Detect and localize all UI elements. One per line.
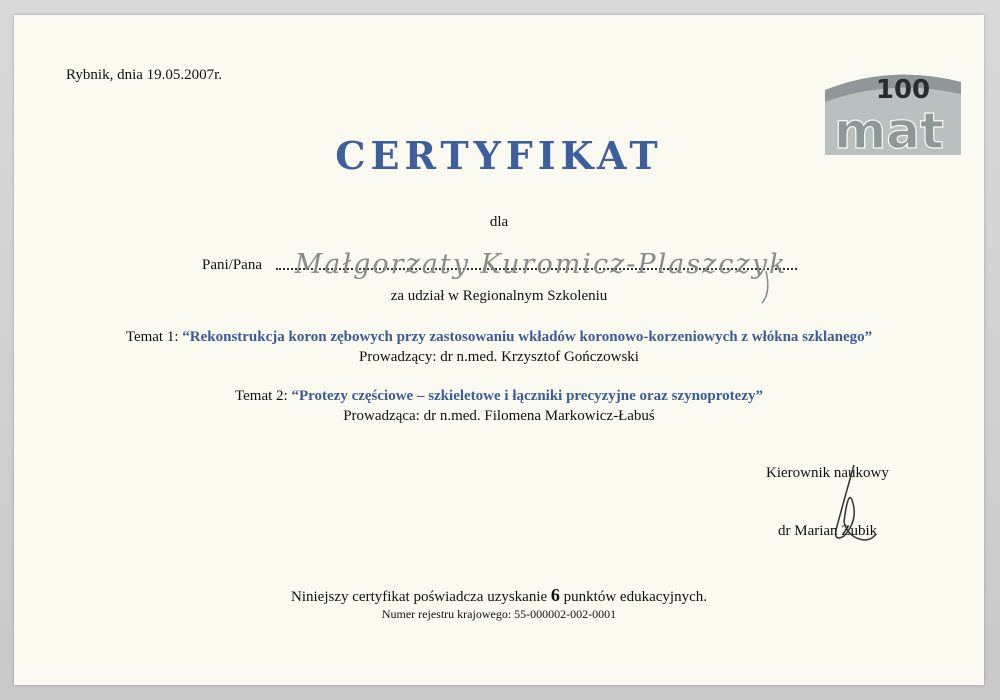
points-statement-pre: Niniejszy certyfikat poświadcza uzyskanie bbox=[291, 589, 548, 605]
for-label: dla bbox=[489, 214, 509, 230]
topic-2-title: “Protezy częściowe – szkieletowe i łączniki precyzyjne oraz szynoprotezy” bbox=[291, 388, 763, 404]
logo-number: 100 bbox=[875, 75, 931, 105]
participation-line: za udział w Regionalnym Szkoleniu bbox=[390, 288, 608, 304]
recipient-label: Pani/Pana bbox=[202, 257, 262, 273]
education-points: 6 bbox=[550, 585, 560, 605]
certificate-title: CERTYFIKAT bbox=[335, 133, 663, 178]
points-statement bbox=[14, 585, 984, 606]
date-line: Rybnik, dnia 19.05.2007r. bbox=[66, 67, 223, 83]
topic-2-label: Temat 2: bbox=[235, 388, 288, 404]
points-statement-post: punktów edukacyjnych. bbox=[563, 589, 707, 605]
topic-2 bbox=[14, 388, 984, 405]
signatory-name: dr Marian Zubik bbox=[778, 523, 878, 539]
logo-text: mat bbox=[834, 102, 944, 155]
topic-2-lecturer: Prowadząca: dr n.med. Filomena Markowicz-Łabuś bbox=[343, 408, 655, 424]
registry-number: Numer rejestru krajowego: 55-000002-002-0001 bbox=[381, 607, 617, 621]
signatory-role: Kierownik naukowy bbox=[766, 465, 889, 481]
topic-1-title: “Rekonstrukcja koron zębowych przy zastosowaniu wkładów koronowo-korzeniowych z włókna szklanego” bbox=[182, 329, 873, 345]
topic-1 bbox=[14, 329, 984, 346]
topic-1-lecturer: Prowadzący: dr n.med. Krzysztof Gończowski bbox=[359, 349, 639, 365]
recipient-name: Małgorzaty Kuromicz-Plaszczyk bbox=[294, 249, 788, 280]
certificate-page bbox=[14, 15, 984, 685]
topic-1-label: Temat 1: bbox=[125, 329, 179, 345]
